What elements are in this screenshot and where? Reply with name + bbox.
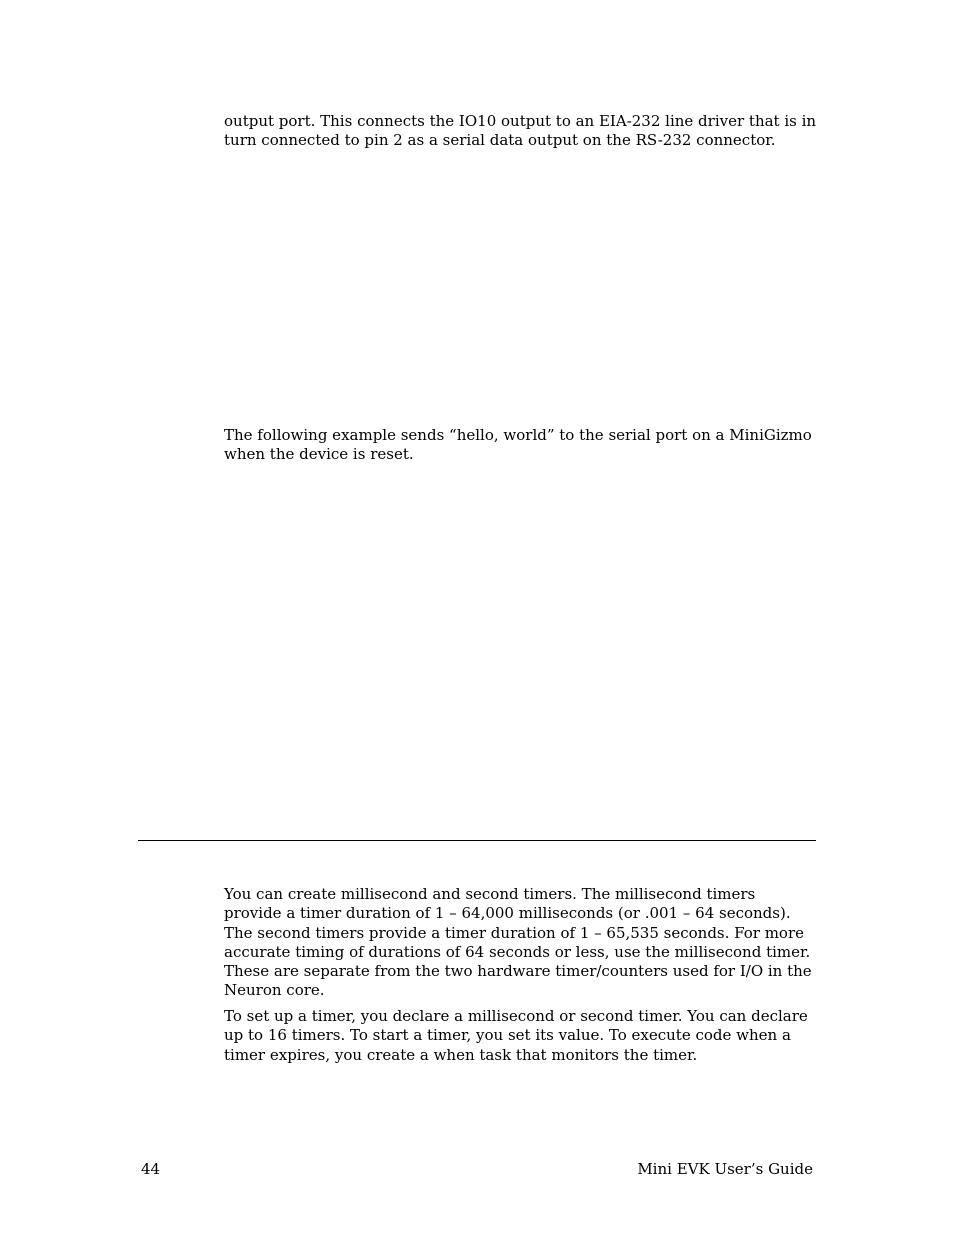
text-line: up to 16 timers. To start a timer, you set its value. To execute code when a: [224, 1026, 791, 1045]
text-line: Neuron core.: [224, 981, 325, 1000]
paragraph-timer-setup: [224, 1007, 808, 1065]
section-divider: [138, 840, 816, 841]
text-line: To set up a timer, you declare a millisecond or second timer. You can declare: [224, 1007, 808, 1025]
paragraph-example-intro: [224, 426, 812, 465]
footer-guide-title: Mini EVK User’s Guide: [637, 1160, 813, 1178]
text-line: You can create millisecond and second timers. The millisecond timers: [224, 885, 756, 903]
text-line: provide a timer duration of 1 – 64,000 milliseconds (or .001 – 64 seconds).: [224, 904, 791, 923]
text-line: The following example sends “hello, world” to the serial port on a MiniGizmo: [224, 426, 812, 444]
paragraph-timers-overview: [224, 885, 812, 1001]
text-line: when the device is reset.: [224, 445, 414, 464]
paragraph-output-port: [224, 112, 817, 151]
text-line: accurate timing of durations of 64 seconds or less, use the millisecond timer.: [224, 942, 811, 961]
page-number: 44: [141, 1160, 161, 1178]
text-line: The second timers provide a timer duration of 1 – 65,535 seconds. For more: [224, 923, 805, 942]
text-line: timer expires, you create a when task that monitors the timer.: [224, 1045, 698, 1064]
text-line: turn connected to pin 2 as a serial data output on the RS-232 connector.: [224, 131, 776, 150]
text-line: These are separate from the two hardware timer/counters used for I/O in the: [224, 962, 812, 981]
text-line: output port. This connects the IO10 output to an EIA-232 line driver that is in: [224, 112, 817, 130]
